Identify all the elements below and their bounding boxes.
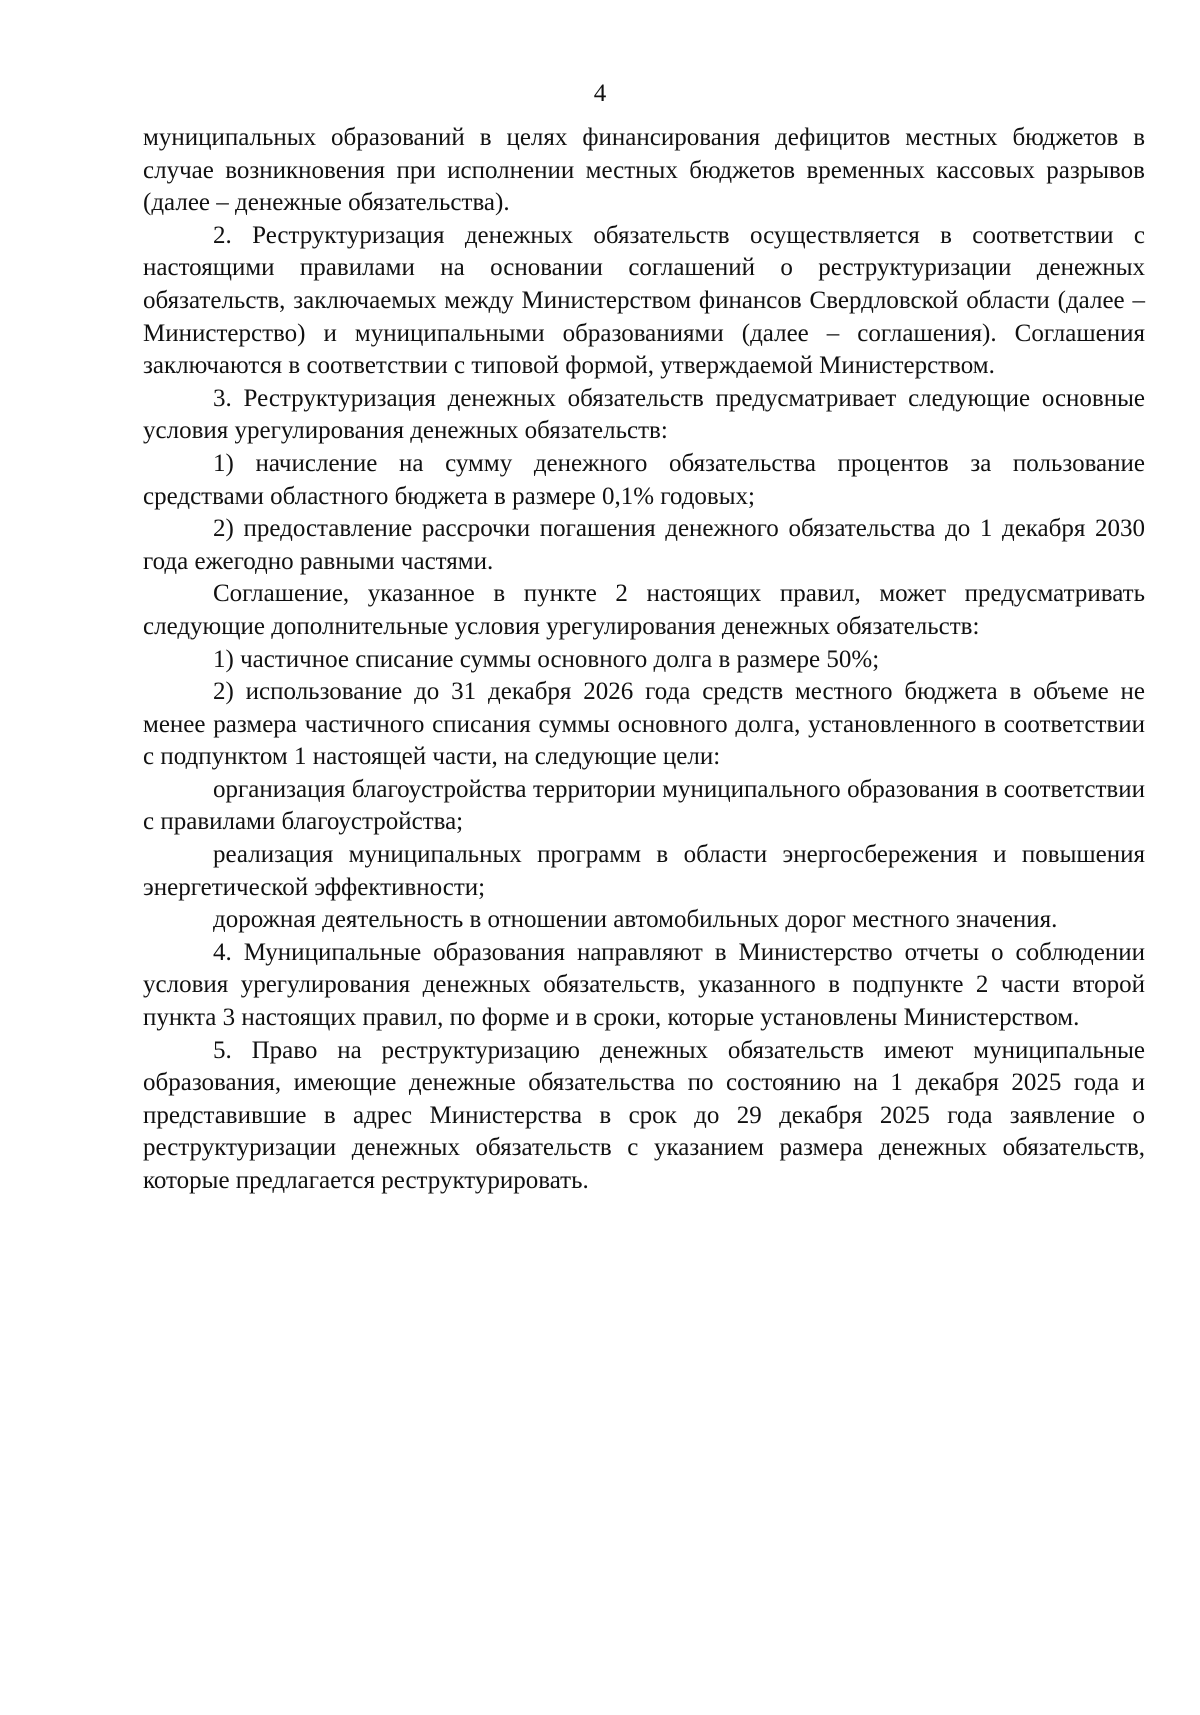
paragraph-item-4: 4. Муниципальные образования направляют в Министерство отчеты о соблюдении условия урегулирования денежных обязательств, указанного в подпункте 2 части второй пункта 3 настоящих правил, по форме и в сроки, которые установлены Министерством. (143, 938, 1145, 1032)
paragraph-item-3-1: 1) начисление на сумму денежного обязательства процентов за пользование средствами областного бюджета в размере 0,1% годовых; (143, 449, 1145, 510)
paragraph-goal-1: организация благоустройства территории муниципального образования в соответствии с правилами благоустройства; (143, 775, 1145, 836)
paragraph-agreement: Соглашение, указанное в пункте 2 настоящих правил, может предусматривать следующие дополнительные условия урегулирования денежных обязательств: (143, 580, 1145, 640)
document-body (143, 122, 1145, 1198)
paragraph-item-2: 2. Реструктуризация денежных обязательств осуществляется в соответствии с настоящими правилами на основании соглашений о реструктуризации денежных обязательств, заключаемых между Министерством финансов Свердловской области (далее – Министерство) и муниципальными образованиями (далее – соглашения). Соглашения заключаются в соответствии с типовой формой, утверждаемой Министерством. (143, 221, 1145, 380)
paragraph-extra-2: 2) использование до 31 декабря 2026 года средств местного бюджета в объеме не менее размера частичного списания суммы основного долга, установленного в соответствии с подпунктом 1 настоящей части, на следующие цели: (143, 678, 1145, 771)
paragraph-item-3-2: 2) предоставление рассрочки погашения денежного обязательства до 1 декабря 2030 года ежегодно равными частями. (143, 515, 1145, 575)
paragraph-item-5: 5. Право на реструктуризацию денежных обязательств имеют муниципальные образования, имеющие денежные обязательства по состоянию на 1 декабря 2025 года и представившие в адрес Министерства в срок до 29 декабря 2025 года заявление о реструктуризации денежных обязательств с указанием размера денежных обязательств, которые предлагается реструктурировать. (143, 1036, 1145, 1194)
paragraph-extra-1: 1) частичное списание суммы основного долга в размере 50%; (213, 645, 880, 673)
paragraph-goal-2: реализация муниципальных программ в области энергосбережения и повышения энергетической эффективности; (143, 841, 1145, 901)
paragraph-item-3: 3. Реструктуризация денежных обязательств предусматривает следующие основные условия урегулирования денежных обязательств: (143, 384, 1145, 445)
page-number: 4 (593, 80, 607, 107)
paragraph-continuation: муниципальных образований в целях финансирования дефицитов местных бюджетов в случае возникновения при исполнении местных бюджетов временных кассовых разрывов (далее – денежные обязательства). (143, 124, 1145, 217)
paragraph-goal-3: дорожная деятельность в отношении автомобильных дорог местного значения. (213, 906, 1058, 934)
